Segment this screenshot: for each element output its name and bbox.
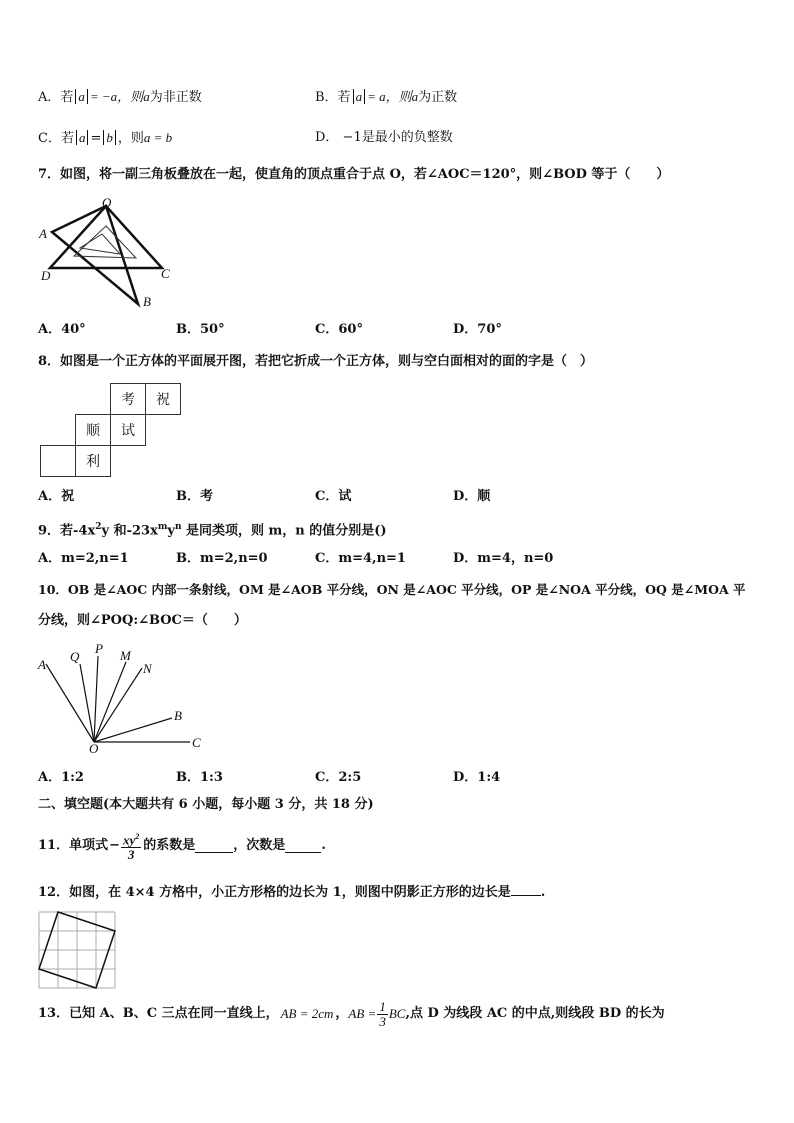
q10-label-o: O: [89, 741, 99, 756]
net-face-blank: [41, 446, 76, 477]
q10-stem-line2: 分线，则∠POQ:∠BOC＝（ ）: [38, 613, 247, 628]
q10-label-a: A: [38, 657, 46, 672]
q11-blank-coefficient[interactable]: [195, 840, 233, 853]
section-heading: 二、填空题(本大题共有 6 小题，每小题 3 分，共 18 分): [38, 797, 374, 812]
q7-option-a: A．40°: [38, 322, 86, 337]
ray-ob: [94, 718, 172, 742]
q8-option-d: D．顺: [453, 489, 491, 504]
q9-option-b: B．m=2,n=0: [176, 551, 268, 566]
q10-option-a: A．1:2: [38, 770, 84, 785]
net-face: 顺: [76, 415, 111, 446]
q10-label-p: P: [95, 641, 103, 656]
q12-grid-figure: [38, 911, 116, 989]
cube-net: [40, 383, 181, 477]
net-face: 考: [111, 384, 146, 415]
q6-option-a: A．若 a = −a，则a为非正数: [38, 89, 202, 105]
q10-label-q: Q: [70, 649, 80, 664]
q9-option-a: A．m=2,n=1: [38, 551, 129, 566]
q10-label-n: N: [143, 661, 152, 676]
q12-blank[interactable]: [511, 883, 541, 896]
net-face: 祝: [146, 384, 181, 415]
ray-om: [94, 662, 126, 742]
q11-blank-degree[interactable]: [285, 840, 321, 853]
q13-stem: 13．已知 A、B、C 三点在同一直线上， AB = 2cm ， AB = $\frac{1}{3}$ BC ,点 D 为线段 AC 的中点,则线段 BD 的长为: [38, 998, 665, 1029]
q7-label-a: A: [39, 226, 47, 241]
q9-option-c: C．m=4,n=1: [315, 551, 406, 566]
q9-stem: 9．若$-4x^2y$ 和$-23x^my^n$ 是同类项，则 m，n 的值分别是(): [38, 522, 387, 539]
q6-option-b: B．若 a = a，则a为正数: [315, 89, 458, 105]
q7-triangle-ocd: [50, 206, 162, 268]
q10-stem-line1: 10．OB 是∠AOC 内部一条射线，OM 是∠AOB 平分线，ON 是∠AOC 平分线，OP 是∠NOA 平分线，OQ 是∠MOA 平: [38, 582, 746, 597]
q6-option-c: C．若 a = b ，则a = b: [38, 130, 173, 146]
q10-option-d: D．1:4: [453, 770, 501, 785]
q8-option-c: C．试: [315, 489, 352, 504]
ray-op: [94, 656, 98, 742]
q8-option-b: B．考: [176, 489, 213, 504]
q7-label-o: O: [102, 195, 112, 210]
q10-option-b: B．1:3: [176, 770, 223, 785]
q10-label-m: M: [120, 648, 131, 663]
q11-stem: 11．单项式 − $\frac{xy^2}{3}$ 的系数是 ，次数是 .: [38, 831, 326, 863]
net-face: 利: [76, 446, 111, 477]
q7-option-b: B．50°: [176, 322, 225, 337]
q7-label-c: C: [161, 266, 170, 281]
q7-triangles-figure: [38, 196, 178, 312]
q8-stem: 8．如图是一个正方体的平面展开图，若把它折成一个正方体，则与空白面相对的面的字是（ ）: [38, 354, 594, 369]
q9-option-d: D．m=4，n=0: [453, 551, 554, 566]
q7-option-c: C．60°: [315, 322, 363, 337]
q7-label-b: B: [143, 294, 151, 309]
q10-label-c: C: [192, 735, 201, 750]
ray-on: [94, 668, 142, 742]
q7-label-d: D: [41, 268, 51, 283]
q7-inner-triangle-2: [80, 234, 120, 254]
q7-triangle-oab: [52, 206, 138, 304]
q10-option-c: C．2:5: [315, 770, 362, 785]
q6-option-d: D． −1是最小的负整数: [315, 130, 453, 145]
q8-option-a: A．祝: [38, 489, 75, 504]
q13-fraction: $\frac{1}{3}$: [379, 998, 386, 1029]
net-face: 试: [111, 415, 146, 446]
q10-label-b: B: [174, 708, 182, 723]
q12-stem: 12．如图，在 4×4 方格中，小正方形格的边长为 1，则图中阴影正方形的边长是 .: [38, 885, 546, 900]
q11-fraction: $\frac{xy^2}{3}$: [123, 831, 140, 863]
q7-option-d: D．70°: [453, 322, 502, 337]
q7-stem: 7．如图，将一副三角板叠放在一起，使直角的顶点重合于点 O，若∠AOC＝120°，则∠BOD 等于（ ）: [38, 167, 670, 182]
